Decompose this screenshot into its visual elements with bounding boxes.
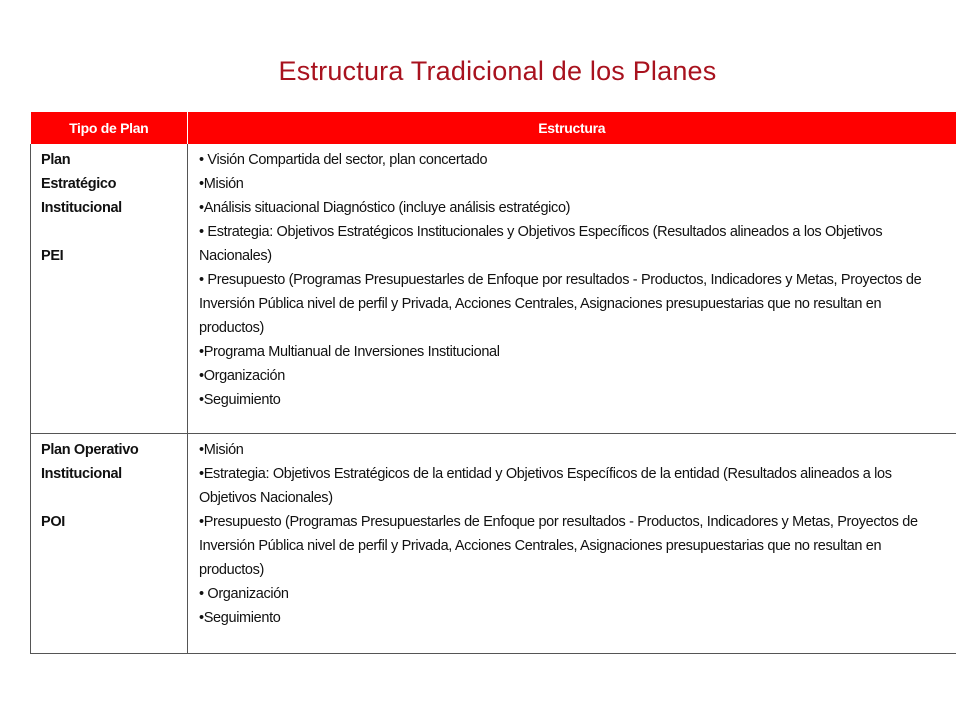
plan-type-line: Institucional <box>41 200 122 216</box>
structure-item: •Presupuesto (Programas Presupuestarles de Enfoque por resultados - Productos, Indicadores y Metas, Proyectos de Inversión Pública nivel de perfil y Privada, Acciones Centrales, Asignaciones presupuestarias que no resultan en productos) <box>199 514 918 578</box>
structure-item: •Organización <box>199 368 285 384</box>
header-estructura: Estructura <box>188 112 956 144</box>
table-header-row <box>31 112 956 144</box>
plan-type-cell <box>31 434 188 654</box>
structure-item: •Estrategia: Objetivos Estratégicos de la entidad y Objetivos Específicos de la entidad (Resultados alineados a los Objetivos Nacionales) <box>199 466 892 506</box>
structure-item: •Análisis situacional Diagnóstico (incluye análisis estratégico) <box>199 200 571 216</box>
plan-type-line: Plan Operativo <box>41 442 139 458</box>
table-row-pei <box>31 144 956 434</box>
structure-item: • Visión Compartida del sector, plan concertado <box>199 152 488 168</box>
structure-item: •Misión <box>199 442 244 458</box>
structure-item: •Seguimiento <box>199 610 281 626</box>
spacer <box>41 486 183 510</box>
structure-item: •Seguimiento <box>199 392 281 408</box>
structure-cell <box>188 434 956 654</box>
structure-item: • Presupuesto (Programas Presupuestarles de Enfoque por resultados - Productos, Indicadores y Metas, Proyectos de Inversión Pública nivel de perfil y Privada, Acciones Centrales, Asignaciones presupuestarias que no resultan en productos) <box>199 272 922 336</box>
plans-table <box>30 112 956 654</box>
structure-item: •Programa Multianual de Inversiones Institucional <box>199 344 500 360</box>
header-tipo-de-plan: Tipo de Plan <box>31 112 188 144</box>
structure-item: • Estrategia: Objetivos Estratégicos Institucionales y Objetivos Específicos (Resultados alineados a los Objetivos Nacionales) <box>199 224 883 264</box>
slide-title: Estructura Tradicional de los Planes <box>278 56 717 86</box>
plan-type-cell <box>31 144 188 434</box>
table-row-poi <box>31 434 956 654</box>
structure-cell <box>188 144 956 434</box>
plan-acronym: POI <box>41 514 65 530</box>
plan-type-line: Estratégico <box>41 176 117 192</box>
structure-item: • Organización <box>199 586 289 602</box>
plan-acronym: PEI <box>41 248 64 264</box>
plan-type-line: Plan <box>41 152 71 168</box>
spacer <box>41 220 183 244</box>
plan-type-line: Institucional <box>41 466 122 482</box>
structure-item: •Misión <box>199 176 244 192</box>
